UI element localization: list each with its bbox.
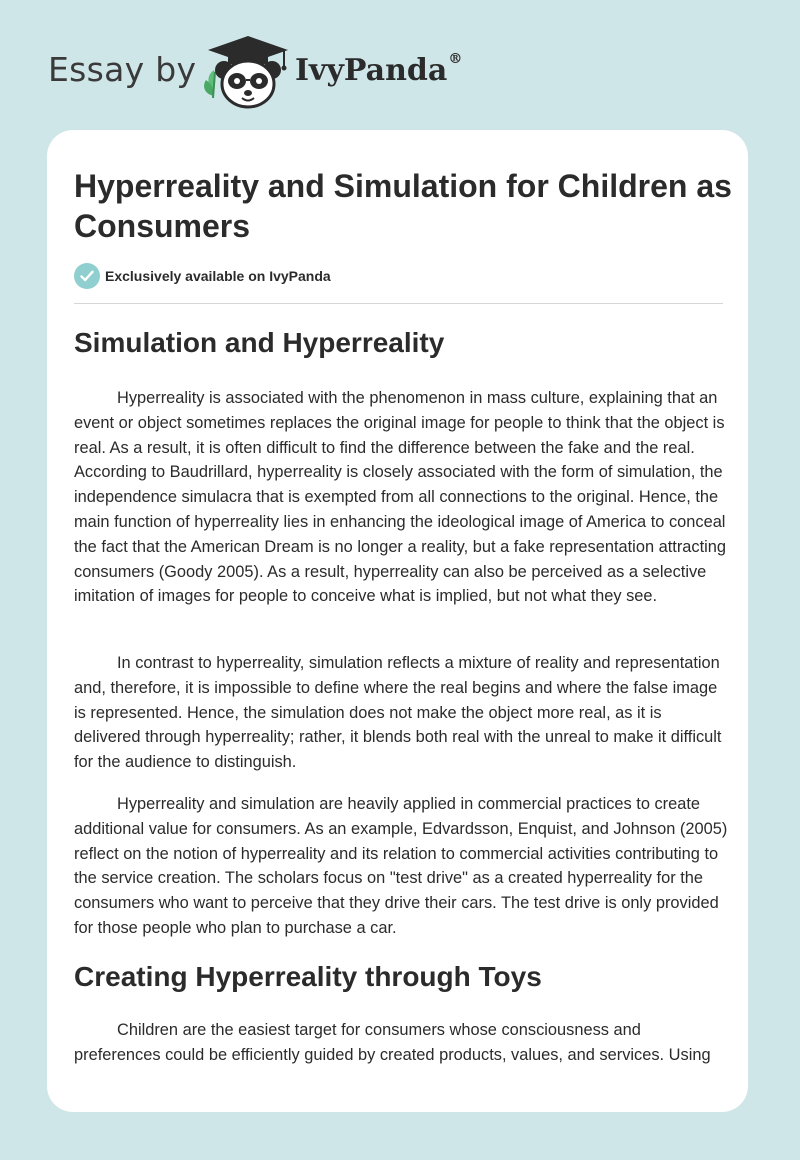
section-heading-toys: Creating Hyperreality through Toys [74, 961, 542, 992]
paragraph: Hyperreality is associated with the phenomenon in mass culture, explaining that an event or object sometimes replaces the original image for people to think that the object is real. As a result, it is often difficult to find the difference between the fake and the real. According to Baudrillard, hyperreality is closely associated with the form of simulation, the independence simulacra that is exempted from all connections to the original. Hence, the main function of hyperreality lies in enhancing the ideological image of America to conceal the fact that the American Dream is no longer a reality, but a fake representation attracting consumers (Goody 2005). As a result, hyperreality can also be perceived as a selective imitation of images for people to conceive what is implied, but not what they see. [74, 389, 727, 606]
article-title: Hyperreality and Simulation for Children as Consumers [74, 168, 732, 244]
section-heading-simulation: Simulation and Hyperreality [74, 327, 445, 358]
brand-prefix: Essay by [48, 50, 197, 89]
title-divider [74, 303, 723, 304]
paragraph: Hyperreality and simulation are heavily applied in commercial practices to create additional value for consumers. As an example, Edvardsson, Enquist, and Johnson (2005) reflect on the notion of hyperreality and its relation to commercial activities contributing to the service creation. The scholars focus on "test drive" as a created hyperreality for the consumers who want to perceive that they drive their cars. The test drive is only provided for those people who plan to purchase a car. [74, 795, 728, 937]
brand-name[interactable] [295, 53, 462, 88]
registered-mark: ® [448, 51, 463, 67]
panda-logo-icon[interactable] [200, 34, 292, 110]
paragraph: Children are the easiest target for consumers whose consciousness and preferences could be efficiently guided by created products, values, and services. Using [74, 1021, 711, 1064]
brand-name-text: IvyPanda [295, 53, 448, 88]
paragraph: In contrast to hyperreality, simulation reflects a mixture of reality and representation and, therefore, it is impossible to define where the real begins and where the false image is represented. Hence, the simulation does not make the object more real, as it is delivered through hyperreality; rather, it blends both real with the unreal to make it difficult for the audience to distinguish. [74, 654, 722, 772]
checkmark-icon [74, 263, 100, 289]
site-header [0, 0, 800, 130]
exclusive-badge-label: Exclusively available on IvyPanda [105, 268, 331, 284]
exclusive-badge [74, 262, 331, 290]
article-card [47, 130, 748, 1112]
